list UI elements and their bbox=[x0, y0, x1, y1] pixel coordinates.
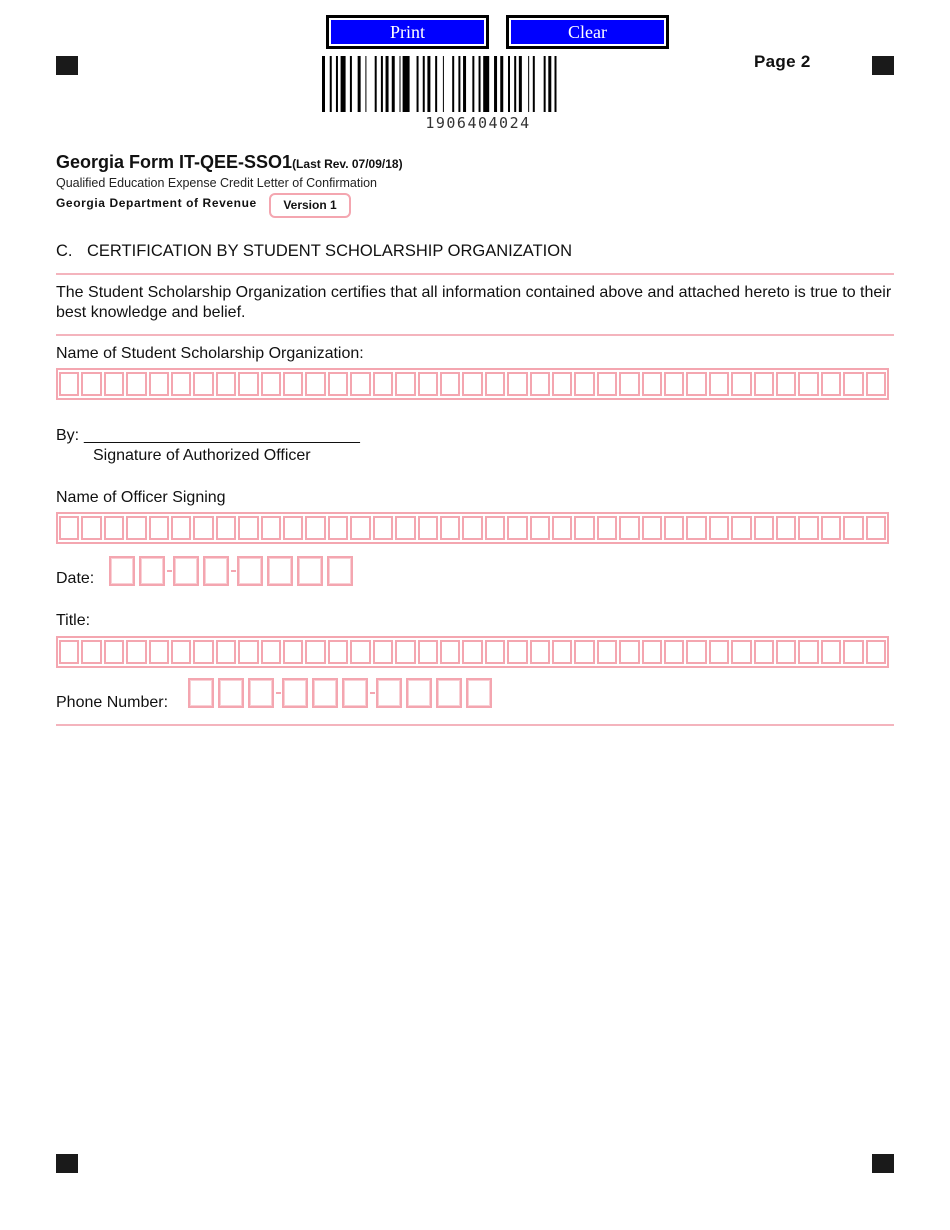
barcode-bar bbox=[528, 56, 529, 112]
clear-button[interactable]: Clear bbox=[506, 15, 669, 49]
department-name: Georgia Department of Revenue bbox=[56, 196, 257, 210]
certification-statement: The Student Scholarship Organization certifies that all information contained above and attached hereto is true to their best knowledge and belief. bbox=[56, 284, 892, 321]
registration-mark-top-left bbox=[56, 56, 78, 75]
phone-prefix-digit[interactable] bbox=[282, 678, 308, 708]
char-cell[interactable] bbox=[373, 372, 393, 396]
char-cell[interactable] bbox=[619, 372, 639, 396]
char-cell[interactable] bbox=[328, 516, 348, 540]
barcode-bar bbox=[463, 56, 466, 112]
date-year-digit[interactable] bbox=[267, 556, 293, 586]
barcode-bar bbox=[350, 56, 352, 112]
version-badge: Version 1 bbox=[269, 193, 351, 218]
date-label: Date: bbox=[56, 570, 95, 587]
char-cell[interactable] bbox=[754, 372, 774, 396]
barcode-bar bbox=[403, 56, 410, 112]
barcode-bar bbox=[483, 56, 489, 112]
char-cell[interactable] bbox=[171, 516, 191, 540]
char-cell[interactable] bbox=[440, 640, 460, 664]
section-heading bbox=[56, 242, 572, 261]
char-cell[interactable] bbox=[418, 372, 438, 396]
date-separator bbox=[167, 570, 172, 572]
phone-prefix-digit[interactable] bbox=[312, 678, 338, 708]
phone-area-digit[interactable] bbox=[248, 678, 274, 708]
barcode-bar bbox=[494, 56, 497, 112]
char-cell[interactable] bbox=[305, 640, 325, 664]
barcode-bar bbox=[472, 56, 474, 112]
barcode-bar bbox=[336, 56, 338, 112]
by-label: By: bbox=[56, 427, 80, 444]
char-cell[interactable] bbox=[395, 640, 415, 664]
char-cell[interactable] bbox=[642, 516, 662, 540]
char-cell[interactable] bbox=[418, 640, 438, 664]
registration-mark-bottom-right bbox=[872, 1154, 894, 1173]
char-cell[interactable] bbox=[821, 516, 841, 540]
char-cell[interactable] bbox=[418, 516, 438, 540]
phone-line-digit[interactable] bbox=[406, 678, 432, 708]
char-cell[interactable] bbox=[193, 372, 213, 396]
barcode-bar bbox=[435, 56, 437, 112]
date-year-digit[interactable] bbox=[327, 556, 353, 586]
char-cell[interactable] bbox=[283, 640, 303, 664]
date-day-digit[interactable] bbox=[173, 556, 199, 586]
date-separator bbox=[231, 570, 236, 572]
barcode-bar bbox=[533, 56, 535, 112]
char-cell[interactable] bbox=[193, 640, 213, 664]
phone-label: Phone Number: bbox=[56, 694, 169, 711]
section-title: CERTIFICATION BY STUDENT SCHOLARSHIP ORGANIZATION bbox=[87, 242, 572, 260]
char-cell[interactable] bbox=[597, 372, 617, 396]
char-cell[interactable] bbox=[709, 372, 729, 396]
char-cell[interactable] bbox=[126, 516, 146, 540]
char-cell[interactable] bbox=[350, 640, 370, 664]
char-cell[interactable] bbox=[485, 640, 505, 664]
registration-mark-top-right bbox=[872, 56, 894, 75]
char-cell[interactable] bbox=[305, 372, 325, 396]
char-cell[interactable] bbox=[530, 640, 550, 664]
char-cell[interactable] bbox=[866, 372, 886, 396]
char-cell[interactable] bbox=[81, 372, 101, 396]
char-cell[interactable] bbox=[507, 640, 527, 664]
form-subtitle: Qualified Education Expense Credit Letter of Confirmation bbox=[56, 176, 378, 190]
char-cell[interactable] bbox=[530, 372, 550, 396]
char-cell[interactable] bbox=[619, 516, 639, 540]
char-cell[interactable] bbox=[731, 640, 751, 664]
barcode-bar bbox=[375, 56, 377, 112]
title-label: Title: bbox=[56, 612, 91, 629]
char-cell[interactable] bbox=[81, 516, 101, 540]
char-cell[interactable] bbox=[440, 372, 460, 396]
char-cell[interactable] bbox=[485, 372, 505, 396]
form-title-text: Georgia Form IT-QEE-SSO1 bbox=[56, 152, 293, 172]
phone-line-digit[interactable] bbox=[376, 678, 402, 708]
char-cell[interactable] bbox=[642, 640, 662, 664]
signature-line[interactable]: _______________________________ bbox=[84, 427, 360, 444]
char-cell[interactable] bbox=[843, 640, 863, 664]
char-cell[interactable] bbox=[462, 372, 482, 396]
char-cell[interactable] bbox=[686, 516, 706, 540]
char-cell[interactable] bbox=[462, 640, 482, 664]
char-cell[interactable] bbox=[552, 516, 572, 540]
barcode-bar bbox=[386, 56, 389, 112]
char-cell[interactable] bbox=[462, 516, 482, 540]
phone-area-digit[interactable] bbox=[188, 678, 214, 708]
barcode bbox=[322, 56, 634, 112]
char-cell[interactable] bbox=[821, 640, 841, 664]
char-cell[interactable] bbox=[59, 640, 79, 664]
barcode-bar bbox=[544, 56, 546, 112]
char-cell[interactable] bbox=[821, 372, 841, 396]
char-cell[interactable] bbox=[193, 516, 213, 540]
barcode-bar bbox=[519, 56, 522, 112]
char-cell[interactable] bbox=[261, 372, 281, 396]
char-cell[interactable] bbox=[104, 372, 124, 396]
barcode-bar bbox=[500, 56, 503, 112]
barcode-bar bbox=[555, 56, 557, 112]
char-cell[interactable] bbox=[328, 640, 348, 664]
char-cell[interactable] bbox=[238, 516, 258, 540]
char-cell[interactable] bbox=[149, 516, 169, 540]
char-cell[interactable] bbox=[843, 372, 863, 396]
char-cell[interactable] bbox=[664, 372, 684, 396]
char-cell[interactable] bbox=[149, 372, 169, 396]
char-cell[interactable] bbox=[216, 516, 236, 540]
officer-name-input[interactable] bbox=[56, 512, 889, 544]
char-cell[interactable] bbox=[171, 372, 191, 396]
char-cell[interactable] bbox=[261, 640, 281, 664]
char-cell[interactable] bbox=[283, 372, 303, 396]
char-cell[interactable] bbox=[59, 372, 79, 396]
char-cell[interactable] bbox=[216, 372, 236, 396]
divider bbox=[56, 334, 894, 336]
officer-name-label: Name of Officer Signing bbox=[56, 489, 226, 506]
org-name-input[interactable] bbox=[56, 368, 889, 400]
char-cell[interactable] bbox=[238, 640, 258, 664]
char-cell[interactable] bbox=[350, 516, 370, 540]
char-cell[interactable] bbox=[552, 372, 572, 396]
char-cell[interactable] bbox=[305, 516, 325, 540]
char-cell[interactable] bbox=[619, 640, 639, 664]
char-cell[interactable] bbox=[731, 372, 751, 396]
barcode-bar bbox=[358, 56, 361, 112]
char-cell[interactable] bbox=[709, 640, 729, 664]
char-cell[interactable] bbox=[238, 372, 258, 396]
char-cell[interactable] bbox=[597, 640, 617, 664]
barcode-number: 1906404024 bbox=[425, 114, 531, 132]
char-cell[interactable] bbox=[171, 640, 191, 664]
barcode-bar bbox=[423, 56, 425, 112]
char-cell[interactable] bbox=[686, 640, 706, 664]
char-cell[interactable] bbox=[798, 516, 818, 540]
char-cell[interactable] bbox=[776, 516, 796, 540]
barcode-bar bbox=[427, 56, 430, 112]
signature-caption: Signature of Authorized Officer bbox=[93, 447, 311, 464]
date-year-digit[interactable] bbox=[237, 556, 263, 586]
barcode-bar bbox=[479, 56, 481, 112]
char-cell[interactable] bbox=[709, 516, 729, 540]
barcode-bar bbox=[417, 56, 419, 112]
char-cell[interactable] bbox=[283, 516, 303, 540]
char-cell[interactable] bbox=[754, 640, 774, 664]
char-cell[interactable] bbox=[104, 640, 124, 664]
char-cell[interactable] bbox=[485, 516, 505, 540]
form-revision: (Last Rev. 07/09/18) bbox=[292, 157, 403, 171]
char-cell[interactable] bbox=[731, 516, 751, 540]
barcode-bar bbox=[341, 56, 346, 112]
char-cell[interactable] bbox=[866, 516, 886, 540]
char-cell[interactable] bbox=[149, 640, 169, 664]
barcode-bar bbox=[548, 56, 551, 112]
char-cell[interactable] bbox=[373, 516, 393, 540]
char-cell[interactable] bbox=[440, 516, 460, 540]
divider bbox=[56, 273, 894, 275]
char-cell[interactable] bbox=[642, 372, 662, 396]
char-cell[interactable] bbox=[754, 516, 774, 540]
char-cell[interactable] bbox=[798, 372, 818, 396]
title-input[interactable] bbox=[56, 636, 889, 668]
char-cell[interactable] bbox=[507, 516, 527, 540]
char-cell[interactable] bbox=[686, 372, 706, 396]
char-cell[interactable] bbox=[350, 372, 370, 396]
barcode-bar bbox=[322, 56, 325, 112]
char-cell[interactable] bbox=[530, 516, 550, 540]
char-cell[interactable] bbox=[395, 372, 415, 396]
char-cell[interactable] bbox=[574, 516, 594, 540]
date-year-digit[interactable] bbox=[297, 556, 323, 586]
char-cell[interactable] bbox=[552, 640, 572, 664]
char-cell[interactable] bbox=[395, 516, 415, 540]
divider bbox=[56, 724, 894, 726]
phone-area-digit[interactable] bbox=[218, 678, 244, 708]
date-month-digit[interactable] bbox=[109, 556, 135, 586]
char-cell[interactable] bbox=[664, 516, 684, 540]
date-month-digit[interactable] bbox=[139, 556, 165, 586]
phone-prefix-digit[interactable] bbox=[342, 678, 368, 708]
barcode-bar bbox=[514, 56, 516, 112]
date-input[interactable] bbox=[109, 556, 357, 586]
phone-line-digit[interactable] bbox=[436, 678, 462, 708]
char-cell[interactable] bbox=[798, 640, 818, 664]
char-cell[interactable] bbox=[104, 516, 124, 540]
char-cell[interactable] bbox=[126, 640, 146, 664]
char-cell[interactable] bbox=[126, 372, 146, 396]
phone-line-digit[interactable] bbox=[466, 678, 492, 708]
barcode-bar bbox=[452, 56, 454, 112]
barcode-bar bbox=[392, 56, 395, 112]
char-cell[interactable] bbox=[261, 516, 281, 540]
char-cell[interactable] bbox=[216, 640, 236, 664]
barcode-bar bbox=[400, 56, 401, 112]
char-cell[interactable] bbox=[59, 516, 79, 540]
char-cell[interactable] bbox=[664, 640, 684, 664]
barcode-bar bbox=[443, 56, 444, 112]
barcode-bar bbox=[381, 56, 383, 112]
org-name-label: Name of Student Scholarship Organization: bbox=[56, 345, 364, 362]
section-number: C. bbox=[56, 242, 73, 260]
date-day-digit[interactable] bbox=[203, 556, 229, 586]
barcode-bar bbox=[458, 56, 460, 112]
char-cell[interactable] bbox=[597, 516, 617, 540]
page-number: Page 2 bbox=[754, 52, 811, 71]
char-cell[interactable] bbox=[507, 372, 527, 396]
char-cell[interactable] bbox=[866, 640, 886, 664]
char-cell[interactable] bbox=[574, 640, 594, 664]
char-cell[interactable] bbox=[776, 640, 796, 664]
char-cell[interactable] bbox=[574, 372, 594, 396]
barcode-bar bbox=[365, 56, 366, 112]
phone-separator bbox=[276, 692, 281, 694]
phone-input[interactable] bbox=[188, 678, 496, 708]
registration-mark-bottom-left bbox=[56, 1154, 78, 1173]
char-cell[interactable] bbox=[776, 372, 796, 396]
barcode-bar bbox=[330, 56, 332, 112]
char-cell[interactable] bbox=[81, 640, 101, 664]
barcode-bar bbox=[508, 56, 510, 112]
print-button[interactable]: Print bbox=[326, 15, 489, 49]
char-cell[interactable] bbox=[373, 640, 393, 664]
form-title bbox=[56, 152, 403, 173]
char-cell[interactable] bbox=[328, 372, 348, 396]
phone-separator bbox=[370, 692, 375, 694]
char-cell[interactable] bbox=[843, 516, 863, 540]
